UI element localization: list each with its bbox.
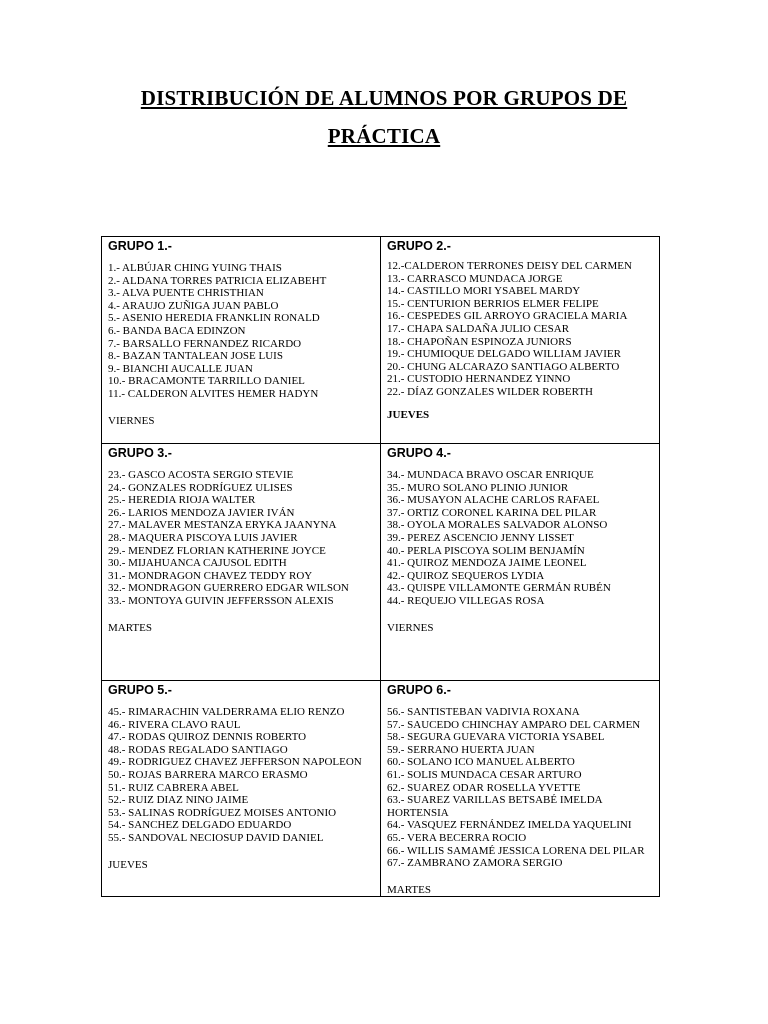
group-5-title: GRUPO 5.- [108,683,172,697]
group-6-cell [381,681,660,897]
list-item: 16.- CESPEDES GIL ARROYO GRACIELA MARIA [387,310,628,323]
list-item: 57.- SAUCEDO CHINCHAY AMPARO DEL CARMEN [387,718,641,731]
list-item: 25.- HEREDIA RIOJA WALTER [108,494,256,507]
list-item: 44.- REQUEJO VILLEGAS ROSA [387,594,545,607]
list-item: 12.-CALDERON TERRONES DEISY DEL CARMEN [387,260,632,272]
list-item: 59.- SERRANO HUERTA JUAN [387,743,535,756]
list-item: 32.- MONDRAGON GUERRERO EDGAR WILSON [108,582,349,595]
list-item: 61.- SOLIS MUNDACA CESAR ARTURO [387,768,582,781]
group-2-day: JUEVES [387,408,430,421]
list-item: 50.- ROJAS BARRERA MARCO ERASMO [108,768,308,781]
table-row [102,681,660,897]
list-item: 9.- BIANCHI AUCALLE JUAN [108,362,253,375]
list-item: 2.- ALDANA TORRES PATRICIA ELIZABEHT [108,274,327,287]
group-5-day: JUEVES [108,858,148,871]
list-item: 10.- BRACAMONTE TARRILLO DANIEL [108,375,305,388]
groups-table [101,236,660,897]
list-item: 28.- MAQUERA PISCOYA LUIS JAVIER [108,531,298,544]
list-item: 37.- ORTIZ CORONEL KARINA DEL PILAR [387,506,597,519]
list-item: 33.- MONTOYA GUIVIN JEFFERSSON ALEXIS [108,594,334,607]
list-item: 5.- ASENIO HEREDIA FRANKLIN RONALD [108,312,320,325]
list-item: 19.- CHUMIOQUE DELGADO WILLIAM JAVIER [387,348,621,361]
document-title-line-2: PRÁCTICA [327,124,441,148]
list-item: 36.- MUSAYON ALACHE CARLOS RAFAEL [387,494,600,507]
list-item: 21.- CUSTODIO HERNANDEZ YINNO [387,373,571,386]
list-item: 63.- SUAREZ VARILLAS BETSABÉ IMELDA HORTENSIA [387,794,603,819]
group-2-member-list [387,260,655,399]
list-item: 45.- RIMARACHIN VALDERRAMA ELIO RENZO [108,706,345,718]
list-item: 46.- RIVERA CLAVO RAUL [108,718,241,731]
group-3-cell [102,444,381,681]
list-item: 56.- SANTISTEBAN VADIVIA ROXANA [387,706,580,718]
list-item: 13.- CARRASCO MUNDACA JORGE [387,272,563,285]
group-3-member-list [108,469,376,608]
group-5-cell [102,681,381,897]
list-item: 31.- MONDRAGON CHAVEZ TEDDY ROY [108,569,313,582]
list-item: 47.- RODAS QUIROZ DENNIS ROBERTO [108,731,307,744]
list-item: 55.- SANDOVAL NECIOSUP DAVID DANIEL [108,831,324,844]
table-row [102,237,660,444]
group-1-day: VIERNES [108,414,155,427]
group-4-cell [381,444,660,681]
list-item: 6.- BANDA BACA EDINZON [108,324,246,337]
list-item: 26.- LARIOS MENDOZA JAVIER IVÁN [108,506,295,519]
group-1-title: GRUPO 1.- [108,239,172,253]
list-item: 17.- CHAPA SALDAÑA JULIO CESAR [387,322,570,335]
list-item: 8.- BAZAN TANTALEAN JOSE LUIS [108,350,283,363]
list-item: 52.- RUIZ DIAZ NINO JAIME [108,794,249,807]
list-item: 60.- SOLANO ICO MANUEL ALBERTO [387,756,575,769]
list-item: 34.- MUNDACA BRAVO OSCAR ENRIQUE [387,469,594,481]
list-item: 7.- BARSALLO FERNANDEZ RICARDO [108,337,302,350]
list-item: 22.- DÍAZ GONZALES WILDER ROBERTH [387,385,593,398]
list-item: 39.- PEREZ ASCENCIO JENNY LISSET [387,531,574,544]
list-item: 49.- RODRIGUEZ CHAVEZ JEFFERSON NAPOLEON [108,756,362,769]
list-item: 43.- QUISPE VILLAMONTE GERMÁN RUBÉN [387,582,611,595]
group-6-member-list [387,706,655,870]
group-3-title: GRUPO 3.- [108,446,172,460]
list-item: 67.- ZAMBRANO ZAMORA SERGIO [387,857,563,870]
list-item: 18.- CHAPOÑAN ESPINOZA JUNIORS [387,335,572,348]
list-item: 20.- CHUNG ALCARAZO SANTIAGO ALBERTO [387,360,620,373]
group-2-cell [381,237,660,444]
list-item: 41.- QUIROZ MENDOZA JAIME LEONEL [387,557,587,570]
list-item: 64.- VASQUEZ FERNÁNDEZ IMELDA YAQUELINI [387,819,632,832]
list-item: 35.- MURO SOLANO PLINIO JUNIOR [387,481,569,494]
list-item: 11.- CALDERON ALVITES HEMER HADYN [108,387,319,400]
list-item: 65.- VERA BECERRA ROCIO [387,831,527,844]
list-item: 24.- GONZALES RODRÍGUEZ ULISES [108,481,293,494]
list-item: 23.- GASCO ACOSTA SERGIO STEVIE [108,469,294,481]
list-item: 62.- SUAREZ ODAR ROSELLA YVETTE [387,781,581,794]
group-4-member-list [387,469,655,608]
list-item: 29.- MENDEZ FLORIAN KATHERINE JOYCE [108,544,326,557]
list-item: 38.- OYOLA MORALES SALVADOR ALONSO [387,519,608,532]
group-2-title: GRUPO 2.- [387,239,451,253]
list-item: 40.- PERLA PISCOYA SOLIM BENJAMÍN [387,544,585,557]
list-item: 14.- CASTILLO MORI YSABEL MARDY [387,285,581,298]
table-row [102,444,660,681]
list-item: 27.- MALAVER MESTANZA ERYKA JAANYNA [108,519,337,532]
list-item: 51.- RUIZ CABRERA ABEL [108,781,239,794]
list-item: 30.- MIJAHUANCA CAJUSOL EDITH [108,557,287,570]
group-1-member-list [108,262,376,401]
document-title-line-1: DISTRIBUCIÓN DE ALUMNOS POR GRUPOS DE [140,86,628,110]
list-item: 58.- SEGURA GUEVARA VICTORIA YSABEL [387,731,605,744]
group-5-member-list [108,706,376,845]
list-item: 4.- ARAUJO ZUÑIGA JUAN PABLO [108,299,279,312]
group-6-day: MARTES [387,883,431,896]
list-item: 54.- SANCHEZ DELGADO EDUARDO [108,819,292,832]
group-3-day: MARTES [108,621,152,634]
list-item: 3.- ALVA PUENTE CHRISTHIAN [108,287,264,300]
group-1-cell [102,237,381,444]
group-4-day: VIERNES [387,621,434,634]
list-item: 15.- CENTURION BERRIOS ELMER FELIPE [387,297,599,310]
group-6-title: GRUPO 6.- [387,683,451,697]
list-item: 42.- QUIROZ SEQUEROS LYDIA [387,569,545,582]
list-item: 48.- RODAS REGALADO SANTIAGO [108,743,288,756]
list-item: 66.- WILLIS SAMAMÉ JESSICA LORENA DEL PILAR [387,844,645,857]
list-item: 53.- SALINAS RODRÍGUEZ MOISES ANTONIO [108,806,337,819]
group-4-title: GRUPO 4.- [387,446,451,460]
list-item: 1.- ALBÚJAR CHING YUING THAIS [108,262,282,274]
